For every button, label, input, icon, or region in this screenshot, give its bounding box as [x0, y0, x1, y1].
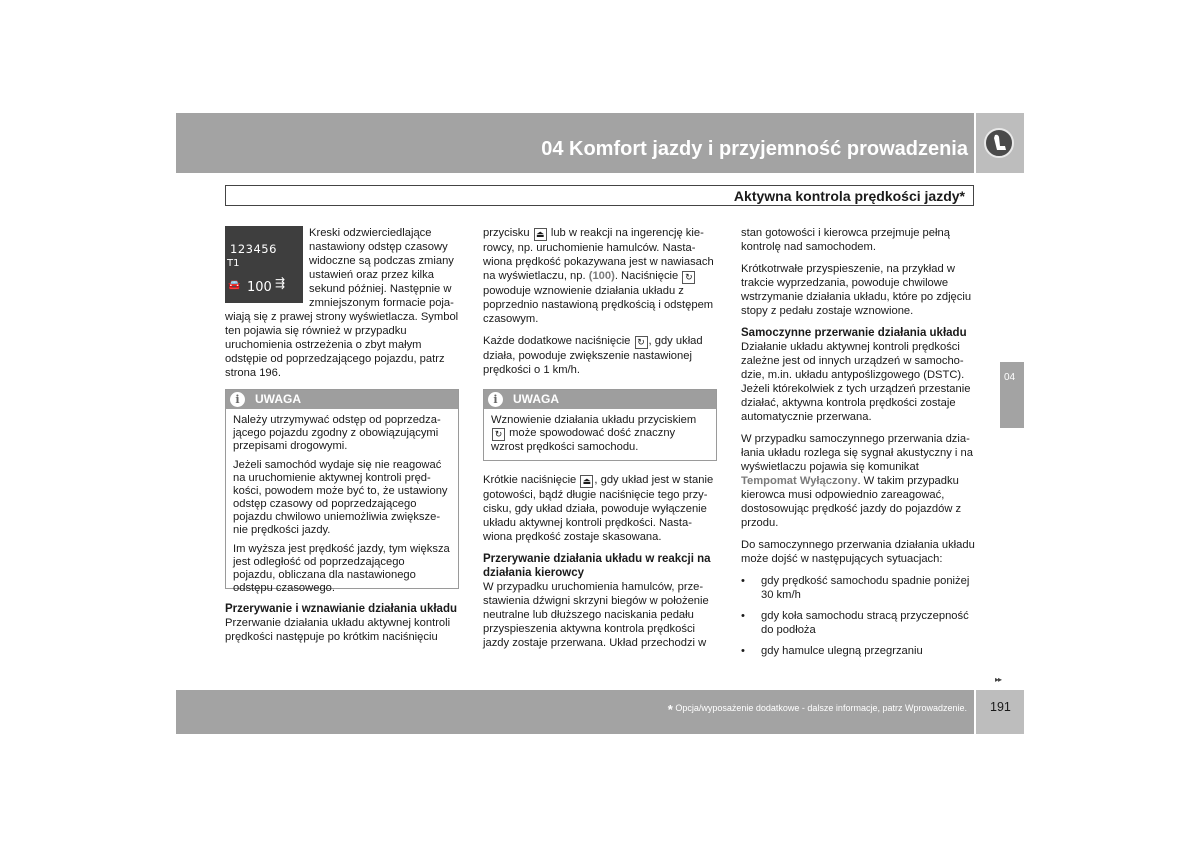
list-item: • gdy koła samochodu stracą przyczepność do podłoża	[741, 609, 977, 637]
intro-paragraph: Kreski odzwierciedlające nastawiony odstęp czasowy widoczne są podczas zmiany ustawień oraz przez kilka sekund później. Następnie w zmniejszonym formacie poja- wiają się z prawej strony wyświetlacza. Symbol ten pojawia się również w przypadku uruchomienia ostrzeżenia o zbyt małym odstępie od poprzedzającego pojazdu, patrz strona 196.	[225, 227, 459, 379]
car-icon: 🚘	[228, 280, 241, 291]
cancel-button-icon: ⏏	[534, 228, 547, 241]
footer-note: * Opcja/wyposażenie dodatkowe - dalsze informacje, patrz Wprowadzenie.	[667, 702, 967, 717]
section-title: Aktywna kontrola prędkości jazdy*	[733, 188, 965, 204]
column-2-lower	[483, 473, 719, 658]
odometer-readout: 123456	[230, 242, 277, 256]
chapter-side-tab	[1000, 362, 1024, 428]
section-title-box	[225, 185, 974, 206]
column-1	[225, 226, 461, 388]
paragraph: Działanie układu aktywnej kontroli prędkości zależne jest od innych urządzeń w samocho- dzie, m.in. układu antypoślizgowego (DSTC). Jeżeli którekolwiek z tych urządzeń przestanie działać, aktywna kontrola prędkości zostaje automatycznie przerwana.	[741, 341, 971, 423]
speed-example: (100)	[588, 270, 615, 282]
paragraph: stan gotowości i kierowca przejmuje pełną kontrolę nad samochodem.	[741, 227, 950, 253]
list-item: • gdy hamulce ulegną przegrzaniu	[741, 644, 977, 658]
subheading: Przerywanie i wznawianie działania układu	[225, 603, 457, 615]
col1-bottom	[225, 602, 461, 652]
cancel-button-icon: ⏏	[580, 475, 593, 488]
note-body	[226, 409, 458, 607]
paragraph: Krótkotrwałe przyspieszenie, na przykład w trakcie wyprzedzania, powoduje chwilowe wstrzymanie działania układu, które po zdjęciu stopy z pedału zostaje wznowione.	[741, 263, 972, 317]
paragraph: Do samoczynnego przerwania działania układu może dojść w następujących sytuacjach:	[741, 539, 975, 565]
seat-icon	[984, 128, 1014, 158]
subheading: Przerywanie działania układu w reakcji na działania kierowcy	[483, 553, 711, 579]
resume-button-icon: ↻	[635, 336, 648, 349]
note-paragraph: Im wyższa jest prędkość jazdy, tym większa jest odległość od poprzedzającego pojazdu, obliczana dla nastawionego odstępu czasowego.	[233, 543, 450, 594]
paragraph: W przypadku samoczynnego przerwania dzia- łania układu rozlega się sygnał akustyczny i na wyświetlaczu pojawia się komunikat Tempomat Wyłączony. W takim przypadku kierowca musi odpowiednio zareagować, dostosowując prędkość jazdy do pojazdów z przodu.	[741, 433, 973, 529]
note-paragraph: Należy utrzymywać odstęp od poprzedza- jącego pojazdu zgodny z obowiązującymi przepisami drogowymi.	[233, 414, 441, 452]
note-box-1	[225, 389, 459, 594]
paragraph: W przypadku uruchomienia hamulców, prze- stawienia dźwigni skrzyni biegów w położenie neutralne lub dłuższego naciskania pedału przyspieszenia aktywna kontrola prędkości jazdy zostaje przerwana. Układ przechodzi w	[483, 581, 709, 649]
chapter-tab-label: 04	[1004, 372, 1016, 383]
column-2	[483, 226, 719, 385]
info-icon: i	[488, 392, 503, 407]
paragraph: Przerwanie działania układu aktywnej kontroli prędkości następuje po krótkim naciśnięciu	[225, 617, 451, 643]
info-icon: i	[230, 392, 245, 407]
paragraph: Krótkie naciśnięcie ⏏ , gdy układ jest w stanie gotowości, bądź długie naciśnięcie tego przy- cisku, gdy układ działa, powoduje wyłączenie układu aktywnej kontroli prędkości. Nasta- wiona prędkość zostaje skasowana.	[483, 474, 714, 543]
chapter-title: 04 Komfort jazdy i przyjemność prowadzenia	[541, 138, 968, 160]
note-label: UWAGA	[255, 392, 301, 406]
paragraph: przycisku ⏏ lub w reakcji na ingerencję kie- rowcy, np. uruchomienie hamulców. Nasta- wiona prędkość pokazywana jest w nawiasach na wyświetlaczu, np. (100). Naciśnięcie ↻ powoduje wznowienie działania układu z poprzednio nastawioną prędkością i odstępem czasowym.	[483, 227, 714, 325]
resume-button-icon: ↻	[492, 428, 505, 441]
continue-arrows-icon: ▸▸	[995, 675, 1002, 684]
page-number: 191	[990, 700, 1011, 714]
trip-readout: T1	[227, 258, 240, 269]
note-label: UWAGA	[513, 392, 559, 406]
list-item: • gdy prędkość samochodu spadnie poniżej 30 km/h	[741, 574, 977, 602]
speed-readout: 100	[247, 280, 272, 295]
display-message: Tempomat Wyłączony	[741, 475, 858, 487]
subheading: Samoczynne przerwanie działania układu	[741, 327, 967, 339]
note-box-2	[483, 389, 717, 461]
column-3	[741, 226, 977, 665]
paragraph: Każde dodatkowe naciśnięcie ↻ , gdy układ działa, powoduje zwiększenie nastawionej prędkości o 1 km/h.	[483, 335, 703, 376]
distance-bars-icon: ⇶	[275, 276, 286, 290]
display-float-spacer	[225, 226, 309, 304]
note-body	[484, 409, 716, 466]
note-header	[226, 390, 458, 409]
note-header	[484, 390, 716, 409]
note-paragraph: Jeżeli samochód wydaje się nie reagować na uruchomienie aktywnej kontroli pręd- kości, powodem może być to, że ustawiony odstęp czasowy od poprzedzającego pojazdu chwilowo uniemożliwia zwiększe- nie prędkości jazdy.	[233, 459, 448, 536]
resume-button-icon: ↻	[682, 271, 695, 284]
page-number-box	[976, 690, 1024, 734]
note-paragraph: Wznowienie działania układu przyciskiem ↻ może spowodować dość znaczny wzrost prędkości samochodu.	[491, 414, 697, 453]
chapter-icon-box	[976, 113, 1024, 173]
bullet-list	[741, 574, 977, 658]
